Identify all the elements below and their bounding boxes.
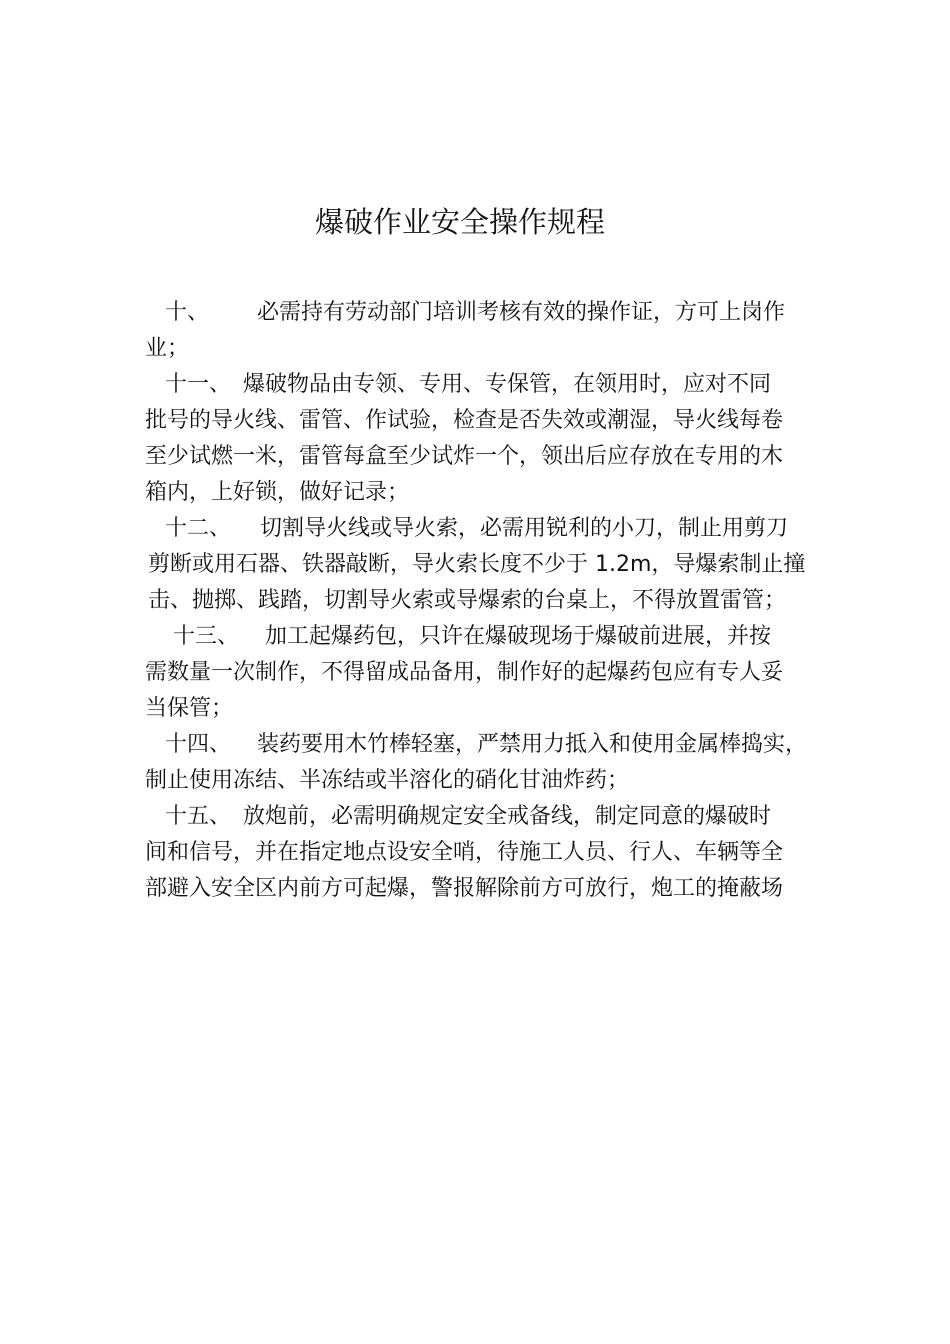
clause-text: 加工起爆药包，只许在爆破现场于爆破前进展，并按 [265, 624, 772, 649]
clause-number: 十、 [165, 300, 210, 325]
clause-text: 业； [145, 336, 190, 361]
clause-13-line-1 [145, 622, 771, 652]
clause-10-line-1 [145, 298, 785, 328]
clause-14-line-1 [145, 730, 807, 760]
clause-text: 需数量一次制作，不得留成品备用，制作好的起爆药包应有专人妥 [145, 660, 784, 685]
clause-text: 放炮前，必需明确规定安全戒备线，制定同意的爆破时 [243, 804, 772, 829]
clause-text: 制止使用冻结、半冻结或半溶化的硝化甘油炸药； [145, 768, 630, 793]
document-title: 爆破作业安全操作规程 [314, 205, 605, 239]
clause-text: 当保管； [145, 696, 234, 721]
clause-11-line-2 [145, 406, 783, 436]
clause-11-line-4 [145, 478, 409, 508]
clause-text: 批号的导火线、雷管、作试验，检查是否失效或潮湿，导火线每卷 [145, 408, 784, 433]
clause-text: 击、抛掷、践踏，切割导火索或导爆索的台桌上，不得放置雷管； [148, 588, 787, 613]
clause-text: 剪断或用石器、铁器敲断，导火索长度不少于 1.2m，导爆索制止撞 [148, 552, 806, 577]
clause-11-line-1 [145, 370, 771, 400]
clause-12-line-2 [148, 550, 805, 580]
clause-15-line-1 [145, 802, 771, 832]
clause-12-line-3 [148, 586, 786, 616]
clause-number: 十二、 [165, 516, 232, 541]
clause-15-line-2 [145, 838, 783, 868]
clause-15-line-3 [145, 874, 783, 904]
clause-12-line-1 [145, 514, 788, 544]
clause-text: 必需持有劳动部门培训考核有效的操作证，方可上岗作 [257, 300, 786, 325]
clause-13-line-2 [145, 658, 783, 688]
clause-text: 装药要用木竹棒轻塞，严禁用力抵入和使用金属棒捣实， [257, 732, 808, 757]
clause-text: 至少试燃一米，雷管每盒至少试炸一个，领出后应存放在专用的木 [145, 444, 784, 469]
clause-number: 十一、 [165, 372, 232, 397]
clause-10-line-2 [145, 334, 189, 364]
clause-14-line-2 [145, 766, 629, 796]
clause-text: 间和信号，并在指定地点设安全哨，待施工人员、行人、车辆等全 [145, 840, 784, 865]
clause-text: 切割导火线或导火索，必需用锐利的小刀，制止用剪刀 [260, 516, 789, 541]
clause-text: 部避入安全区内前方可起爆，警报解除前方可放行，炮工的掩蔽场 [145, 876, 784, 901]
clause-number: 十四、 [165, 732, 232, 757]
clause-text: 爆破物品由专领、专用、专保管，在领用时，应对不同 [243, 372, 772, 397]
clause-13-line-3 [145, 694, 233, 724]
clause-number: 十五、 [165, 804, 232, 829]
clause-number: 十三、 [173, 624, 240, 649]
clause-text: 箱内，上好锁，做好记录； [145, 480, 410, 505]
clause-11-line-3 [145, 442, 783, 472]
